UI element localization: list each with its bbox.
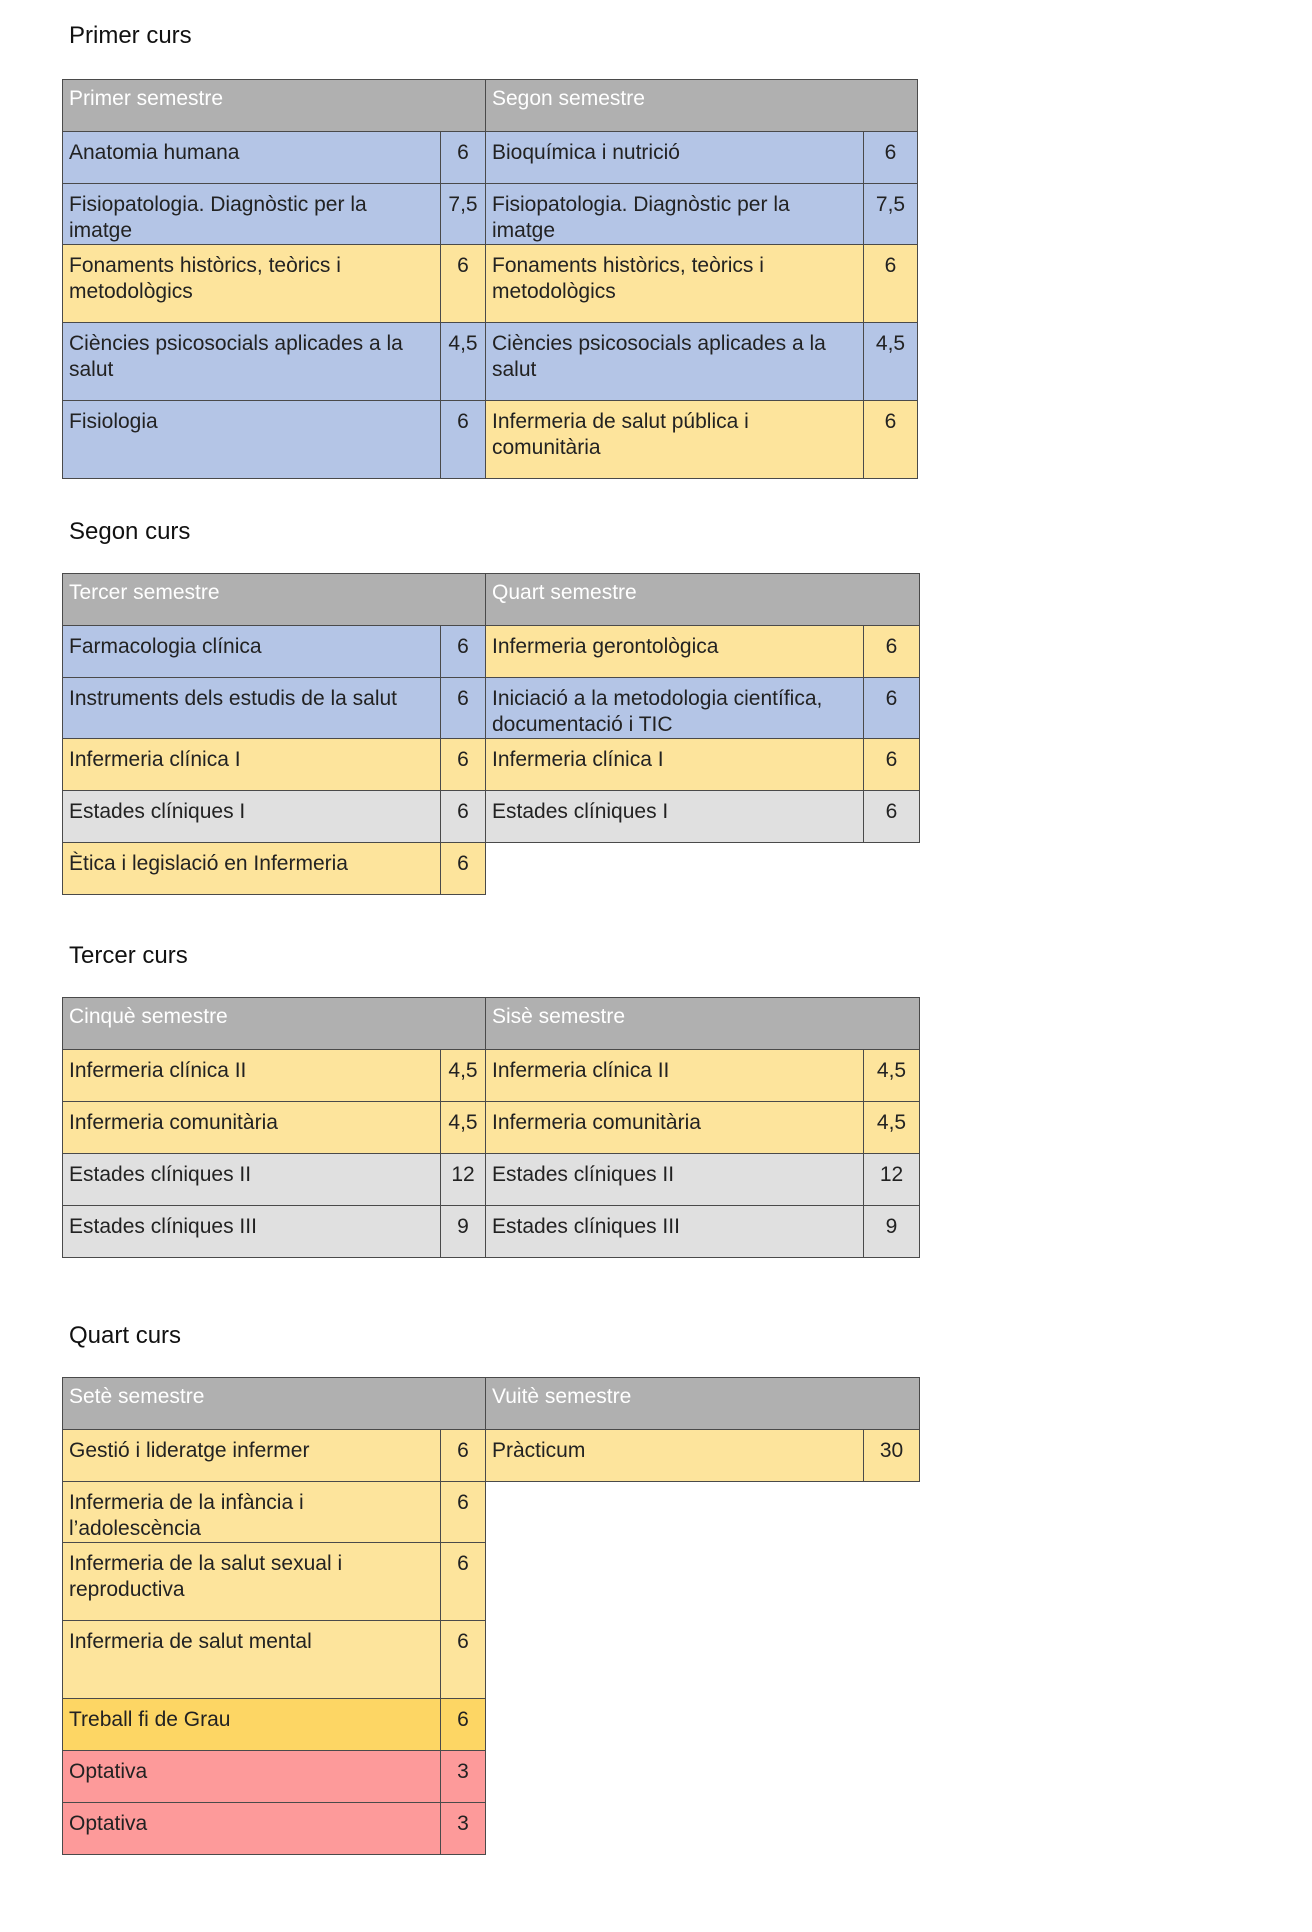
subject-name: Infermeria clínica I	[63, 739, 441, 791]
table-row	[63, 401, 918, 479]
subject-credits: 6	[441, 678, 486, 739]
table-row	[63, 1206, 920, 1258]
empty-cell	[486, 1803, 920, 1855]
course-title: Tercer curs	[69, 942, 188, 969]
empty-cell	[486, 843, 920, 895]
subject-name: Estades clíniques III	[63, 1206, 441, 1258]
subject-name: Estades clíniques I	[486, 791, 864, 843]
subject-credits: 30	[864, 1430, 920, 1482]
subject-credits: 6	[864, 739, 920, 791]
subject-name: Infermeria de salut pública i comunitària	[486, 401, 864, 479]
subject-credits: 6	[441, 739, 486, 791]
table-row	[63, 1102, 920, 1154]
semester-header: Vuitè semestre	[486, 1378, 920, 1430]
subject-name: Ètica i legislació en Infermeria	[63, 843, 441, 895]
subject-credits: 3	[441, 1751, 486, 1803]
subject-credits: 9	[441, 1206, 486, 1258]
semester-header: Quart semestre	[486, 574, 920, 626]
subject-name: Instruments dels estudis de la salut	[63, 678, 441, 739]
empty-cell	[486, 1699, 920, 1751]
course-table	[62, 1377, 920, 1855]
table-row	[63, 1430, 920, 1482]
subject-credits: 12	[864, 1154, 920, 1206]
subject-name: Infermeria clínica II	[63, 1050, 441, 1102]
table-row	[63, 1699, 920, 1751]
table-row	[63, 1154, 920, 1206]
subject-credits: 6	[441, 1430, 486, 1482]
table-row	[63, 1751, 920, 1803]
semester-header: Cinquè semestre	[63, 998, 486, 1050]
subject-credits: 12	[441, 1154, 486, 1206]
table-row	[63, 184, 918, 245]
semester-header-row	[63, 1378, 920, 1430]
empty-cell	[486, 1482, 920, 1543]
subject-name: Farmacologia clínica	[63, 626, 441, 678]
subject-credits: 6	[864, 245, 918, 323]
empty-cell	[486, 1751, 920, 1803]
semester-header-row	[63, 998, 920, 1050]
subject-name: Infermeria comunitària	[63, 1102, 441, 1154]
subject-credits: 9	[864, 1206, 920, 1258]
table-row	[63, 791, 920, 843]
subject-name: Infermeria de salut mental	[63, 1621, 441, 1699]
subject-name: Estades clíniques III	[486, 1206, 864, 1258]
subject-credits: 7,5	[864, 184, 918, 245]
subject-name: Estades clíniques I	[63, 791, 441, 843]
course-table	[62, 79, 918, 479]
semester-header-row	[63, 80, 918, 132]
table-row	[63, 1050, 920, 1102]
table-row	[63, 843, 920, 895]
subject-credits: 6	[864, 678, 920, 739]
subject-name: Infermeria clínica I	[486, 739, 864, 791]
subject-name: Anatomia humana	[63, 132, 441, 184]
subject-credits: 6	[441, 1621, 486, 1699]
subject-name: Estades clíniques II	[486, 1154, 864, 1206]
subject-name: Treball fi de Grau	[63, 1699, 441, 1751]
subject-credits: 6	[441, 401, 486, 479]
subject-name: Fonaments històrics, teòrics i metodològics	[63, 245, 441, 323]
subject-credits: 6	[864, 401, 918, 479]
subject-name: Estades clíniques II	[63, 1154, 441, 1206]
subject-credits: 4,5	[441, 1102, 486, 1154]
subject-credits: 4,5	[441, 1050, 486, 1102]
subject-name: Bioquímica i nutrició	[486, 132, 864, 184]
subject-credits: 4,5	[441, 323, 486, 401]
semester-header: Segon semestre	[486, 80, 918, 132]
subject-name: Ciències psicosocials aplicades a la salut	[63, 323, 441, 401]
course-title: Segon curs	[69, 518, 191, 545]
semester-header-row	[63, 574, 920, 626]
course-title: Primer curs	[69, 22, 192, 49]
table-row	[63, 678, 920, 739]
subject-credits: 4,5	[864, 1050, 920, 1102]
subject-name: Optativa	[63, 1803, 441, 1855]
subject-credits: 3	[441, 1803, 486, 1855]
course-table	[62, 573, 920, 895]
subject-name: Pràcticum	[486, 1430, 864, 1482]
subject-credits: 6	[441, 132, 486, 184]
semester-header: Primer semestre	[63, 80, 486, 132]
table-row	[63, 1803, 920, 1855]
subject-credits: 7,5	[441, 184, 486, 245]
table-row	[63, 626, 920, 678]
subject-name: Fisiologia	[63, 401, 441, 479]
subject-name: Infermeria de la salut sexual i reproductiva	[63, 1543, 441, 1621]
subject-name: Fisiopatologia. Diagnòstic per la imatge	[63, 184, 441, 245]
semester-header: Tercer semestre	[63, 574, 486, 626]
subject-credits: 6	[441, 1699, 486, 1751]
empty-cell	[486, 1621, 920, 1699]
table-row	[63, 739, 920, 791]
table-row	[63, 132, 918, 184]
table-row	[63, 1482, 920, 1543]
subject-credits: 6	[864, 791, 920, 843]
subject-name: Ciències psicosocials aplicades a la salut	[486, 323, 864, 401]
subject-name: Fonaments històrics, teòrics i metodològics	[486, 245, 864, 323]
subject-credits: 4,5	[864, 1102, 920, 1154]
table-row	[63, 1621, 920, 1699]
subject-credits: 6	[864, 626, 920, 678]
empty-cell	[486, 1543, 920, 1621]
subject-credits: 6	[441, 1543, 486, 1621]
subject-name: Infermeria comunitària	[486, 1102, 864, 1154]
subject-name: Iniciació a la metodologia científica, documentació i TIC	[486, 678, 864, 739]
semester-header: Setè semestre	[63, 1378, 486, 1430]
subject-credits: 6	[864, 132, 918, 184]
course-title: Quart curs	[69, 1322, 182, 1349]
subject-name: Fisiopatologia. Diagnòstic per la imatge	[486, 184, 864, 245]
subject-name: Gestió i lideratge infermer	[63, 1430, 441, 1482]
subject-credits: 6	[441, 843, 486, 895]
subject-name: Infermeria clínica II	[486, 1050, 864, 1102]
subject-credits: 6	[441, 791, 486, 843]
subject-credits: 4,5	[864, 323, 918, 401]
table-row	[63, 1543, 920, 1621]
subject-name: Optativa	[63, 1751, 441, 1803]
table-row	[63, 245, 918, 323]
subject-credits: 6	[441, 626, 486, 678]
subject-credits: 6	[441, 1482, 486, 1543]
subject-name: Infermeria gerontològica	[486, 626, 864, 678]
semester-header: Sisè semestre	[486, 998, 920, 1050]
subject-name: Infermeria de la infància i l’adolescència	[63, 1482, 441, 1543]
course-table	[62, 997, 920, 1258]
subject-credits: 6	[441, 245, 486, 323]
table-row	[63, 323, 918, 401]
